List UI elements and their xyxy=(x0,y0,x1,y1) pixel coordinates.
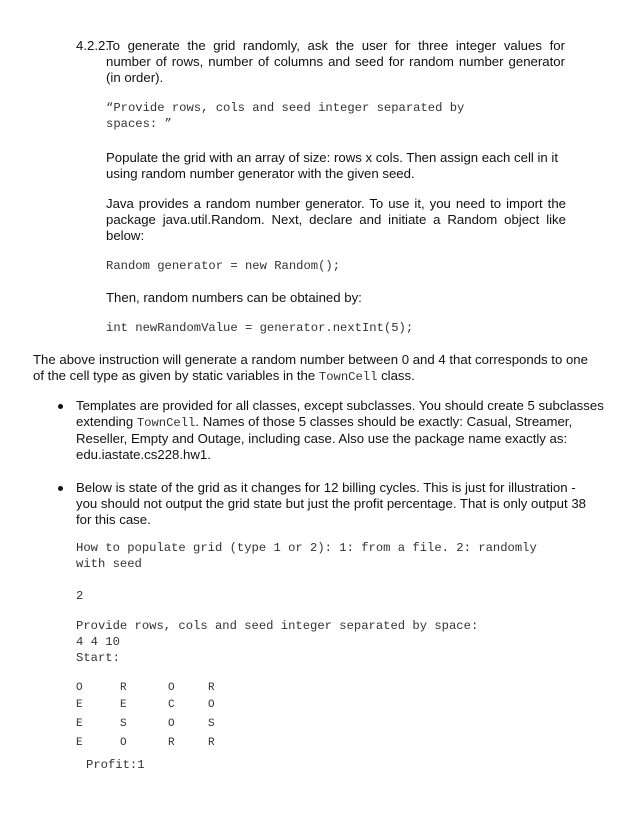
grid-cell: E xyxy=(120,699,127,711)
grid-row xyxy=(76,716,276,732)
bullet-marker xyxy=(58,486,63,491)
bullet-templates-part-2: . Names of those 5 classes should be exactly: Casual, Streamer, Reseller, Empty and Outage, including case. Also use the package name exactly as: edu.iastate.cs228.hw1. xyxy=(76,414,573,462)
grid-cell: S xyxy=(120,718,127,730)
grid-cell: E xyxy=(76,718,83,730)
section-number: 4.2.2. xyxy=(76,38,109,53)
grid-cell: R xyxy=(120,682,127,694)
bullet-templates-part-1: Templates are provided for all classes, except subclasses. You should create 5 subclasses extending xyxy=(76,398,604,429)
instruction-text-before: The above instruction will generate a random number between 0 and 4 that corresponds to one of the cell type as given by static variables in the xyxy=(33,352,588,383)
towncell-code: TownCell xyxy=(136,416,196,430)
grid-row xyxy=(76,697,276,713)
bullet-templates-text xyxy=(76,398,608,463)
section-intro-text: To generate the grid randomly, ask the user for three integer values for number of rows, number of columns and seed for random number generator (in order). xyxy=(106,38,565,85)
console-populate-line-1: How to populate grid (type 1 or 2): 1: from a file. 2: randomly xyxy=(76,541,537,555)
towncell-code: TownCell xyxy=(318,370,378,384)
prompt-quote-line-1: “Provide rows, cols and seed integer separated by xyxy=(106,101,465,115)
grid-cell: E xyxy=(76,737,83,749)
instruction-text-after: class. xyxy=(377,368,415,383)
console-populate-line-2: with seed xyxy=(76,557,142,571)
java-random-paragraph: Java provides a random number generator. To use it, you need to import the package java.util.Random. Next, declare and initiate a Random object like below: xyxy=(106,196,566,243)
grid-cell: O xyxy=(168,718,175,730)
code-next-int: int newRandomValue = generator.nextInt(5); xyxy=(106,321,414,335)
console-input: 4 4 10 xyxy=(76,635,120,649)
console-provide-prompt: Provide rows, cols and seed integer separated by space: xyxy=(76,619,479,633)
grid-cell: O xyxy=(120,737,127,749)
console-choice: 2 xyxy=(76,589,84,603)
grid-cell: E xyxy=(76,699,83,711)
console-profit: Profit:1 xyxy=(86,758,145,772)
code-random-declaration: Random generator = new Random(); xyxy=(106,259,341,273)
grid-cell: O xyxy=(168,682,175,694)
then-paragraph: Then, random numbers can be obtained by: xyxy=(106,290,362,305)
bullet-grid-state-text: Below is state of the grid as it changes for 12 billing cycles. This is just for illustration - you should not output the grid state but just the profit percentage. That is only output 38 for this case. xyxy=(76,480,587,527)
grid-cell: R xyxy=(208,737,215,749)
grid-cell: C xyxy=(168,699,175,711)
grid-cell: O xyxy=(76,682,83,694)
grid-cell: O xyxy=(208,699,215,711)
populate-paragraph: Populate the grid with an array of size: rows x cols. Then assign each cell in it using random number generator with the given seed. xyxy=(106,150,559,181)
prompt-quote-line-2: spaces: ” xyxy=(106,117,172,131)
bullet-marker xyxy=(58,404,63,409)
grid-cell: R xyxy=(168,737,175,749)
grid-row xyxy=(76,735,276,751)
grid-cell: R xyxy=(208,682,215,694)
console-start: Start: xyxy=(76,651,120,665)
instruction-paragraph xyxy=(33,352,593,385)
grid-cell: S xyxy=(208,718,215,730)
grid-row xyxy=(76,680,276,696)
